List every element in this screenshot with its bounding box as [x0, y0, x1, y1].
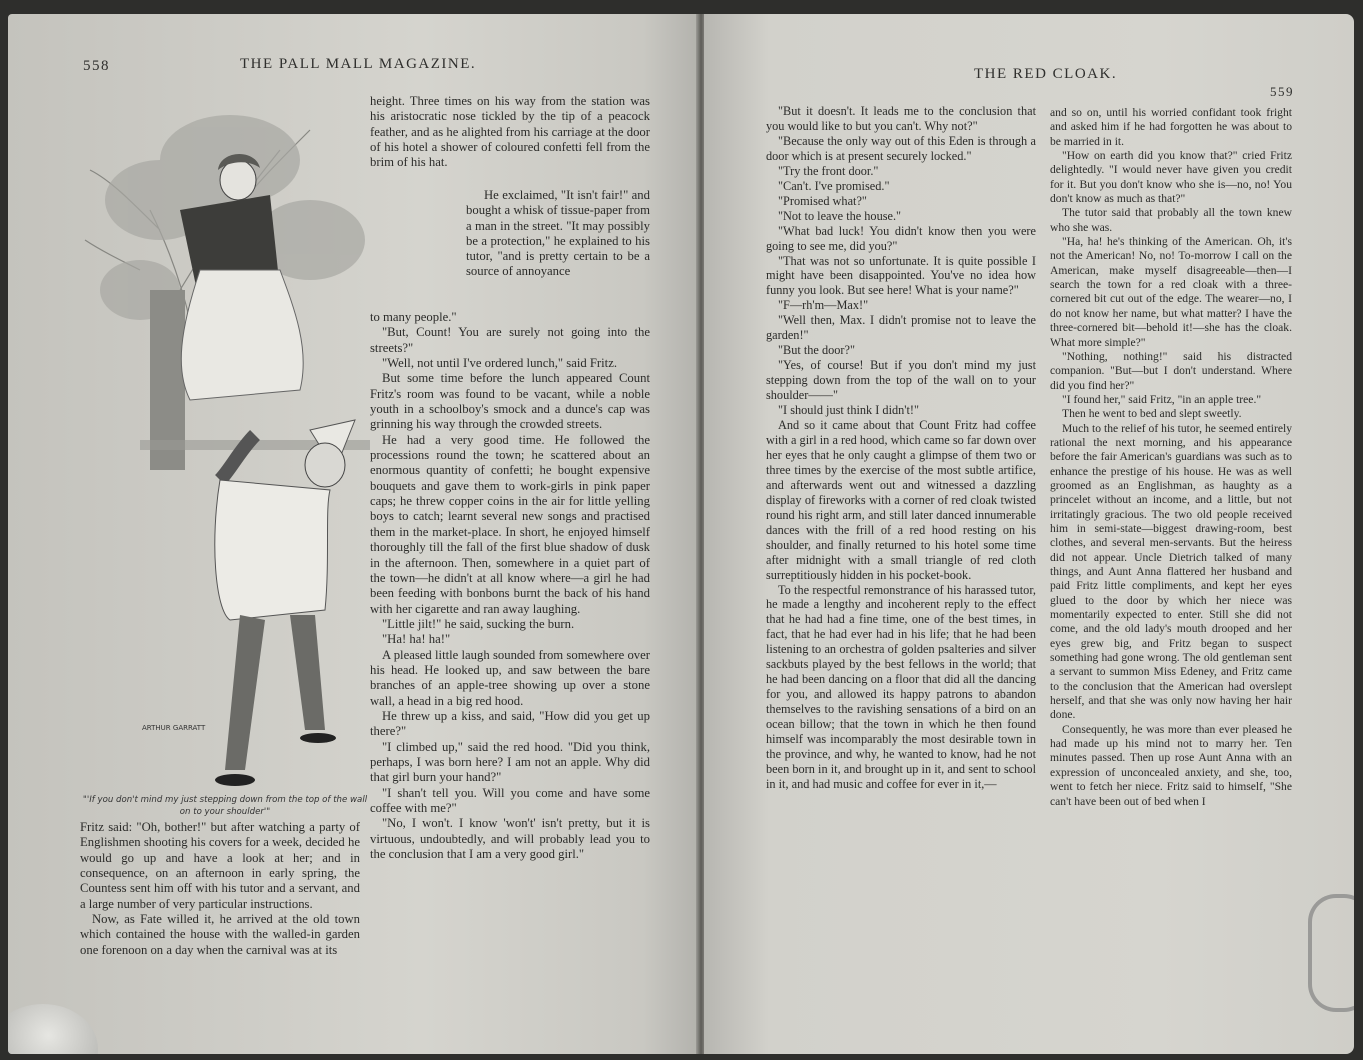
paragraph: But some time before the lunch appeared Count Fritz's room was found to be vacant, while a noble youth in a schoolboy's smock and a dunce's cap was grinning his way through the crowded streets. — [370, 371, 650, 432]
paragraph: "Ha, ha! he's thinking of the American. Oh, it's not the American! No, no! To-morrow I call on the American, make myself disagreeable—then—I search the town for a red cloak with a three-cornered bit cut out of the edge. The wearer—no, I do not know her name, but what matter? I have the three-cornered bit—behold it!—she has the cloak. What more simple?" — [1050, 235, 1292, 349]
paragraph: "Not to leave the house." — [778, 208, 902, 223]
right-page — [704, 14, 1354, 1054]
paragraph: "No, I won't. I know 'won't' isn't pretty, but it is virtuous, undoubtedly, and will probably lead you to the conclusion that I am a very good girl." — [370, 816, 650, 862]
page-number-left: 558 — [83, 58, 110, 74]
paragraph: "What bad luck! You didn't know then you were going to see me, did you?" — [766, 223, 1036, 253]
paragraph: Then he went to bed and slept sweetly. — [1062, 407, 1242, 421]
paragraph: "Little jilt!" he said, sucking the burn. — [382, 616, 575, 631]
left-column-2-wrap: He exclaimed, "It isn't fair!" and bought a whisk of tissue-paper from a man in the street. "It may possibly be a protection," he explained to his tutor, "and is pretty certain to be a source of annoyance — [466, 188, 650, 279]
page-number-right: 559 — [1270, 84, 1294, 99]
paragraph: "Promised what?" — [778, 193, 867, 208]
paragraph: Now, as Fate willed it, he arrived at the old town which contained the house with the walled-in garden one forenoon on a day when the carnival was at its — [80, 912, 360, 957]
paragraph: and so on, until his worried confidant took fright and asked him if he had forgotten he was about to be married in it. — [1050, 106, 1292, 148]
paragraph: "Because the only way out of this Eden is through a door which is at present securely locked." — [766, 133, 1036, 163]
thumb — [8, 1004, 98, 1054]
paragraph: "I should just think I didn't!" — [778, 403, 920, 418]
paragraph: "But it doesn't. It leads me to the conclusion that you would like to but you can't. Why not?" — [766, 104, 1036, 133]
illustration — [80, 90, 370, 810]
paragraph: to many people." — [370, 310, 457, 324]
paragraph: "Try the front door." — [778, 163, 879, 178]
paragraph: "Ha! ha! ha!" — [382, 632, 451, 647]
paragraph: "Nothing, nothing!" said his distracted companion. "But—but I don't understand. Where did you find her?" — [1050, 349, 1292, 392]
paragraph: height. Three times on his way from the station was his aristocratic nose tickled by the tip of a peacock feather, and as he alighted from his carriage at the door of his hotel a shower of coloured confetti fell from the brim of his hat. — [370, 94, 650, 170]
paragraph: "I shan't tell you. Will you come and have some coffee with me?" — [370, 785, 650, 815]
binder-ring — [1308, 894, 1354, 1012]
paragraph: "But, Count! You are surely not going into the streets?" — [370, 325, 650, 355]
paragraph: "Well, not until I've ordered lunch," said Fritz. — [382, 356, 618, 371]
paragraph: "How on earth did you know that?" cried Fritz delightedly. "I would never have given you credit for it. But you don't know who she is—no, no! You don't know as much as that?" — [1050, 149, 1292, 206]
artist-signature: ARTHUR GARRATT — [142, 724, 206, 732]
paragraph: Much to the relief of his tutor, he seemed entirely rational the next morning, and his appearance before the fair American's guardians was such as to enhance the prestige of his house. He was as well groomed as an Englishman, as haughty as a princelet without an income, and a little, but not irritatingly gracious. The two old people received him in semi-state—biggest drawing-room, best clothes, and several men-servants. But the heiress did not appear. Uncle Dietrich talked of many things, and Aunt Anna flattered her husband and paid Fritz little compliments, and kept her eyes glued to the door by which her niece was momentarily expected to enter. Still she did not come, and the old lady's mouth drooped and her eyes grew big, and Fritz began to suspect something had gone wrong. The old gentleman sent a servant to summon Miss Edeney, and Fritz came to the conclusion that the American had overslept herself, and that she was only now having her hair done. — [1050, 421, 1292, 722]
paragraph: "Can't. I've promised." — [778, 178, 890, 193]
illustration-caption: "'If you don't mind my just stepping down from the top of the wall on to your shoulder'" — [82, 795, 368, 817]
paragraph: "Yes, of course! But if you don't mind my just stepping down from the top of the wall on to your shoulder——" — [766, 358, 1036, 403]
paragraph: "I climbed up," said the red hood. "Did you think, perhaps, I was born here? I am not an apple. Why did that girl burn your hand?" — [370, 739, 650, 785]
paragraph: The tutor said that probably all the town knew who she was. — [1050, 206, 1292, 234]
left-column-2-top — [370, 94, 650, 171]
paragraph: "That was not so unfortunate. It is quite possible I might have been disappointed. You've no idea how funny you look. But see here! What is your name?" — [766, 253, 1036, 298]
paragraph: "Well then, Max. I didn't promise not to leave the garden!" — [766, 313, 1036, 343]
paragraph: "But the door?" — [778, 343, 855, 358]
paragraph: Consequently, he was more than ever pleased he had made up his mind not to marry her. Ten minutes passed. Then up rose Aunt Anna with an expression of unconcealed anxiety, and she, too, went to fetch her niece. Fritz said to himself, "She can't have been out of bed when I — [1050, 722, 1292, 808]
paragraph: To the respectful remonstrance of his harassed tutor, he made a lengthy and incoherent reply to the effect that he had had a fine time, one of the best times, in fact, that he had ever had in his life; that he had been listening to an orchestra of golden psalteries and silver sackbuts played by the best fellows in the world; that he had been dancing on a floor that did all the dancing for you, and allowed its happy patrons to abandon themselves to the ravishing sensations of a bird on an ocean billow; that the town in which he then found himself was incomparably the most desirable town in the province, and why, he wanted to know, had he not been born in it, and brought up in it, and sent to school in it, and had music and coffee for ever in it,— — [766, 582, 1036, 791]
paragraph: And so it came about that Count Fritz had coffee with a girl in a red hood, which came so far down over her eyes that he only caught a glimpse of them two or three times by the exercise of the most subtle artifice, and afterwards went out and witnessed a dazzling display of fireworks with a corner of red cloak twisted round his right arm, and still later danced innumerable dances with the frill of a red hood resting on his shoulder, and finally returned to his hotel some time after midnight with a small triangle of red cloth surreptitiously hidden in his pocket-book. — [766, 418, 1036, 582]
left-column-1 — [80, 820, 360, 958]
left-page — [8, 14, 698, 1054]
right-column-2 — [1050, 106, 1292, 809]
right-column-1 — [766, 104, 1036, 792]
running-head-left: THE PALL MALL MAGAZINE. — [240, 56, 477, 72]
paragraph: Fritz said: "Oh, bother!" but after watching a party of Englishmen shooting his covers for a week, decided he would go up and have a look at her; and in consequence, on an afternoon in early spring, the Countess sent him off with his tutor and a servant, and a large number of very particular instructions. — [80, 820, 360, 911]
paragraph: "F—rh'm—Max!" — [778, 298, 869, 313]
running-head-right: THE RED CLOAK. — [974, 66, 1118, 82]
paragraph: "I found her," said Fritz, "in an apple tree." — [1062, 392, 1262, 406]
paragraph: He threw up a kiss, and said, "How did you get up there?" — [370, 708, 650, 739]
paragraph: He had a very good time. He followed the processions round the town; he scattered about an enormous quantity of confetti; he bought expensive bouquets and gave them to work-girls in pink paper caps; he threw copper coins in the air for little yelling boys to catch; learnt several new songs and practised them in the market-place. In short, he enjoyed himself thoroughly till the fall of the first blue shadow of dusk in the afternoon. Then, somewhere in a quiet part of the town—he didn't at all know where—a girl he had been feeding with bonbons burnt the back of his hand with her cigarette and ran away laughing. — [370, 432, 650, 616]
left-column-2 — [370, 310, 650, 862]
paragraph: A pleased little laugh sounded from somewhere over his head. He looked up, and saw between the bare branches of an apple-tree showing up over a stone wall, a head in a big red hood. — [370, 647, 650, 708]
